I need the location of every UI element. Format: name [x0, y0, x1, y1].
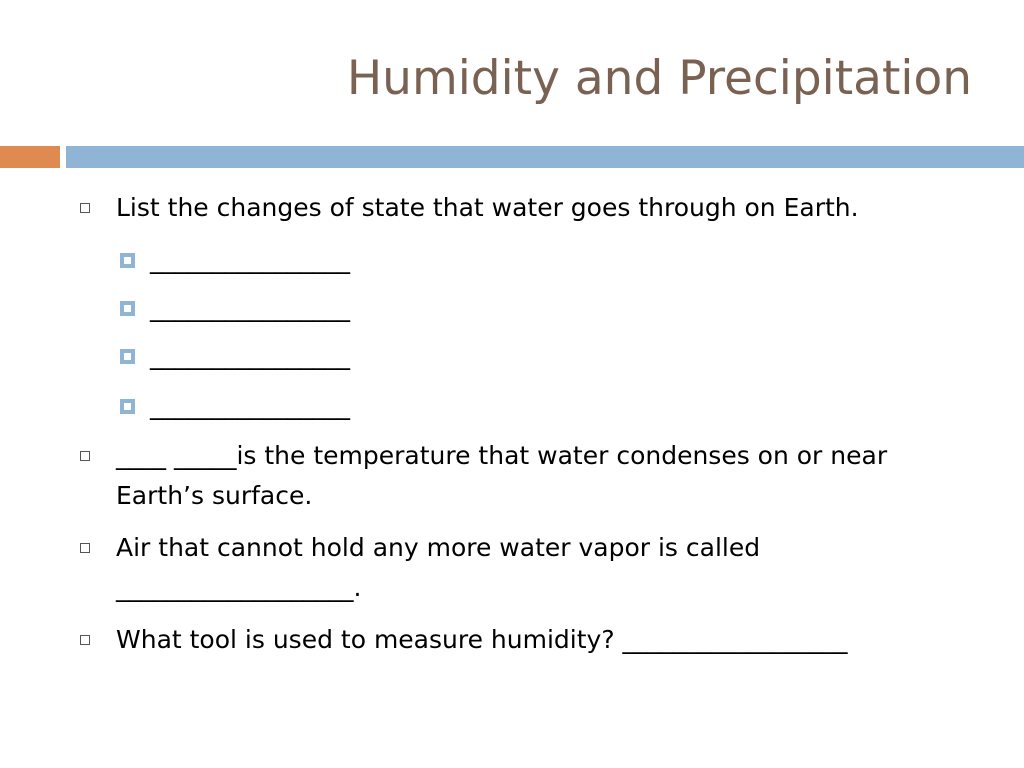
- square-bullet-icon: [80, 543, 90, 553]
- sub-bullet-item: [120, 288, 720, 328]
- square-sub-bullet-icon: [120, 399, 135, 414]
- bullet-text: List the changes of state that water goes through on Earth.: [116, 193, 859, 222]
- bullet-text: ____ _____is the temperature that water condenses on or near Earth’s surface.: [116, 441, 896, 510]
- square-bullet-icon: [80, 203, 90, 213]
- answer-blank: ________________: [150, 391, 350, 420]
- bullet-item-state-changes: [80, 188, 980, 228]
- answer-blank: ________________: [150, 245, 350, 274]
- bullet-item-humidity-tool: [80, 620, 980, 660]
- bullet-item-saturated-air: [80, 528, 980, 608]
- square-bullet-icon: [80, 635, 90, 645]
- square-sub-bullet-icon: [120, 253, 135, 268]
- bullet-text: What tool is used to measure humidity? __________________: [116, 625, 848, 654]
- bullet-text: Air that cannot hold any more water vapor is called ___________________.: [116, 533, 769, 602]
- bullet-item-dew-point: [80, 436, 980, 516]
- square-sub-bullet-icon: [120, 349, 135, 364]
- title-divider-bar: [66, 146, 1024, 168]
- accent-bar: [0, 146, 60, 168]
- sub-bullet-item: [120, 240, 720, 280]
- sub-bullet-item: [120, 336, 720, 376]
- slide-title: Humidity and Precipitation: [346, 51, 972, 106]
- square-sub-bullet-icon: [120, 301, 135, 316]
- square-bullet-icon: [80, 451, 90, 461]
- sub-bullet-item: [120, 386, 720, 426]
- answer-blank: ________________: [150, 341, 350, 370]
- answer-blank: ________________: [150, 293, 350, 322]
